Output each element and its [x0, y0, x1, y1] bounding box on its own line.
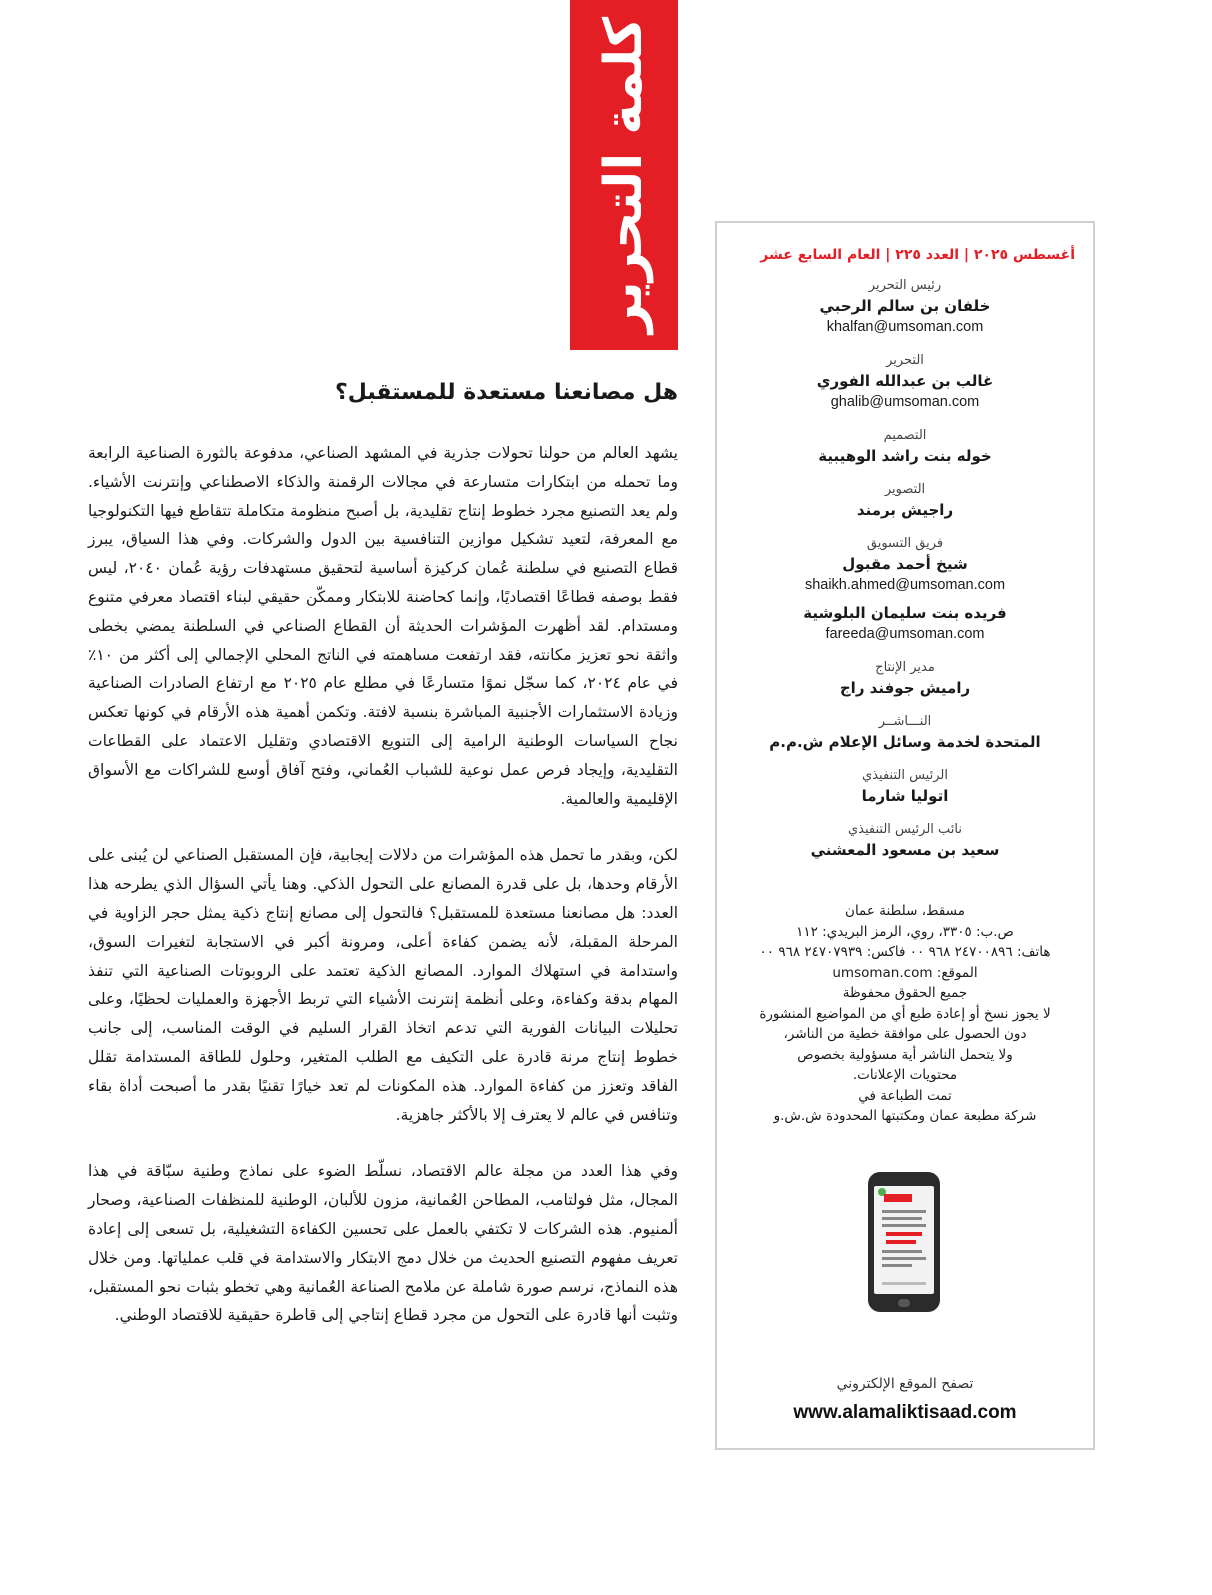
role-label: فريق التسويق: [866, 536, 944, 551]
printed-at-label: تمت الطباعة في: [858, 1087, 952, 1104]
address-phone: هاتف: ٢٤٧٠٠٨٩٦ ٩٦٨ ٠٠ فاكس: ٢٤٧٠٧٩٣٩ ٩٦٨ ٠٠: [759, 944, 1051, 960]
rights-notice: جميع الحقوق محفوظة: [842, 985, 968, 1001]
staff-name: شيخ أحمد مقبول: [842, 555, 968, 573]
staff-name: المتحدة لخدمة وسائل الإعلام ش.م.م: [769, 733, 1041, 751]
contact-address: [717, 901, 1093, 1127]
printer-name: شركة مطبعة عمان ومكتبتها المحدودة ش.ش.و: [773, 1108, 1037, 1124]
role-label: التحرير: [886, 353, 924, 368]
staff-name: راميش جوفند راج: [839, 679, 971, 697]
role-label: الرئيس التنفيذي: [862, 768, 948, 783]
home-button: [898, 1299, 910, 1307]
article-paragraph: وفي هذا العدد من مجلة عالم الاقتصاد، نسلّط الضوء على نماذج وطنية سبّاقة في هذا المجال، مثل فولتامب، المطاحن العُمانية، مزون للألبان، الوطنية للمنظفات الصناعية، وصحار ألمنيوم. هذه الشركات لا تكتفي بالعمل على تحسين الكفاءة التشغيلية، بل تسعى إلى إعادة تعريف مفهوم التصنيع الحديث من خلال دمج الابتكار والاستدامة في قلب عملياتها. ومن خلال هذه النماذج، نرسم صورة شاملة عن ملامح الصناعة العُمانية وهي تخطو بثبات نحو المستقبل، وتثبت أنها قادرة على التحول من مجرد قطاع إنتاجي إلى قاطرة حقيقية للاقتصاد الوطني.: [88, 1162, 678, 1325]
role-label: نائب الرئيس التنفيذي: [847, 822, 962, 837]
address-city: مسقط، سلطنة عمان: [845, 903, 965, 919]
email-link[interactable]: fareeda@umsoman.com: [825, 626, 985, 642]
role-label: التصميم: [883, 428, 927, 443]
address-pobox: ص.ب: ٣٣٠٥، روي، الرمز البريدي: ١١٢: [796, 923, 1014, 940]
browse-label: تصفح الموقع الإلكتروني: [836, 1376, 974, 1392]
role-label: رئيس التحرير: [868, 278, 942, 293]
website-link[interactable]: www.alamaliktisaad.com: [793, 1402, 1017, 1423]
role-label: التصوير: [884, 482, 926, 497]
staff-name: خلفان بن سالم الرحبي: [819, 297, 991, 315]
phone-screen: [874, 1186, 934, 1294]
article-headline: هل مصانعنا مستعدة للمستقبل؟: [334, 380, 678, 405]
email-link[interactable]: shaikh.ahmed@umsoman.com: [804, 577, 1006, 593]
phone-illustration: [868, 1172, 940, 1312]
issue-line: أغسطس ٢٠٢٥ | العدد ٢٢٥ | العام السابع عشر: [760, 247, 1075, 263]
email-link[interactable]: ghalib@umsoman.com: [830, 394, 980, 410]
staff-name: خوله بنت راشد الوهيبية: [818, 447, 992, 465]
email-link[interactable]: khalfan@umsoman.com: [826, 319, 984, 335]
section-title: كلمة التحرير: [594, 16, 654, 334]
address-website[interactable]: الموقع: umsoman.com: [832, 964, 978, 981]
staff-list: [717, 277, 1093, 861]
staff-name: سعيد بن مسعود المعشني: [810, 841, 1000, 859]
article-paragraph: يشهد العالم من حولنا تحولات جذرية في المشهد الصناعي، مدفوعة بالثورة الصناعية الرابعة وما تحمله من ابتكارات متسارعة في مجالات الرقمنة والذكاء الاصطناعي وإنترنت الأشياء. ولم يعد التصنيع مجرد خطوط إنتاج تقليدية، بل أصبح منظومة متكاملة تتقاطع فيها التكنولوجيا مع المعرفة، لتعيد تشكيل موازين التنافسية بين الدول والشركات. وفي هذا السياق، يبرز قطاع التصنيع في سلطنة عُمان كركيزة أساسية لتحقيق مستهدفات رؤية عُمان ٢٠٤٠، ليس فقط بوصفه قطاعًا اقتصاديًا، وإنما كحاضنة للابتكار وممكّن حقيقي لبناء اقتصاد معرفي متنوع ومستدام. لقد أظهرت المؤشرات الحديثة أن القطاع الصناعي في السلطنة يمضي بخطى واثقة نحو تعزيز مكانته، فقد ارتفعت مساهمته في الناتج المحلي الإجمالي إلى أكثر من ١٠٪ في عام ٢٠٢٤، كما سجّل نموًا متسارعًا في مطلع عام ٢٠٢٥ مع ارتفاع الصادرات الصناعية وزيادة الاستثمارات الأجنبية المباشرة بنسبة لافتة. وتكمن أهمية هذه الأرقام في كونها تعكس نجاح السياسات الوطنية الرامية إلى التنويع الاقتصادي وتقليل الاعتماد على القطاعات التقليدية، وإيجاد فرص عمل نوعية للشباب العُماني، وفتح آفاق أوسع للشراكات مع الأسواق الإقليمية والعالمية.: [88, 444, 679, 808]
article-paragraph: لكن، وبقدر ما تحمل هذه المؤشرات من دلالات إيجابية، فإن المستقبل الصناعي لن يُبنى على الأرقام وحدها، بل على قدرة المصانع على التحول الذكي. وهنا يأتي السؤال الذي يطرحه هذا العدد: هل مصانعنا مستعدة للمستقبل؟ فالتحول إلى مصانع إنتاج ذكية يمثل حجر الزاوية في المرحلة المقبلة، لأنه يضمن كفاءة أعلى، ومرونة أكبر في الاستجابة لتغيرات السوق، واستدامة في استهلاك الموارد. المصانع الذكية تعتمد على الروبوتات الصناعية التي تنفذ المهام بدقة وكفاءة، وعلى أنظمة إنترنت الأشياء التي تربط الأجهزة والعمليات لحظيًا، وعلى تحليلات البيانات الفورية التي تدعم اتخاذ القرار السليم في الوقت المناسب، إلى جانب خطوط إنتاج مرنة قادرة على التكيف مع الطلب المتغير، وحلول للطاقة المستدامة تقلل الفاقد وتعزز من كفاءة الموارد. هذه المكونات لم تعد خيارًا تقنيًا بقدر ما أصبحت أداة بقاء وتنافس في عالم لا يعترف إلا بالأكثر جاهزية.: [88, 846, 678, 1124]
role-label: مدير الإنتاج: [875, 660, 935, 675]
staff-name: غالب بن عبدالله الفوري: [816, 372, 994, 390]
disclaimer-line: لا يجوز نسخ أو إعادة طبع أي من المواضيع المنشورة: [759, 1005, 1051, 1022]
disclaimer-line: محتويات الإعلانات.: [852, 1067, 958, 1083]
staff-name: فريده بنت سليمان البلوشية: [803, 604, 1007, 622]
disclaimer-line: ولا يتحمل الناشر أية مسؤولية بخصوص: [797, 1046, 1013, 1063]
section-banner: [570, 0, 678, 350]
staff-name: راجيش برمند: [856, 501, 954, 519]
editorial-article: [88, 380, 678, 1358]
role-label: النـــاشــر: [878, 714, 932, 729]
disclaimer-line: دون الحصول على موافقة خطية من الناشر،: [783, 1026, 1027, 1042]
staff-name: اتوليا شارما: [861, 787, 949, 805]
